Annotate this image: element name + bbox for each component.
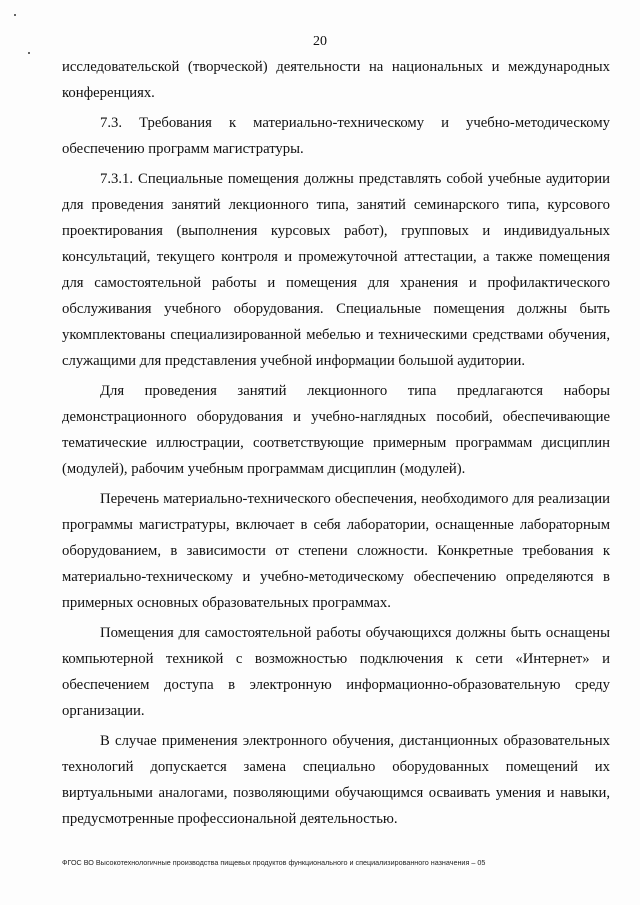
scan-speck <box>14 14 16 16</box>
paragraph-material-list: Перечень материально-технического обеспечения, необходимого для реализации программы магистратуры, включает в себя лаборатории, оснащенные лабораторным оборудованием, в зависимости от степени сложности. Конкретные требования к материально-техническому и учебно-методическому обеспечению определяются в примерных основных образовательных программах. <box>62 491 610 611</box>
page-footer: ФГОС ВО Высокотехнологичные производства пищевых продуктов функционального и специализированного назначения – 05 <box>62 858 486 867</box>
paragraph-self-study-rooms: Помещения для самостоятельной работы обучающихся должны быть оснащены компьютерной техникой с возможностью подключения к сети «Интернет» и обеспечением доступа в электронную информационно-образовательную среду организации. <box>62 625 610 719</box>
paragraph-7-3-1: 7.3.1. Специальные помещения должны представлять собой учебные аудитории для проведения занятий лекционного типа, занятий семинарского типа, курсового проектирования (выполнения курсовых работ), групповых и индивидуальных консультаций, текущего контроля и промежуточной аттестации, а также помещения для самостоятельной работы и помещения для хранения и профилактического обслуживания учебного оборудования. Специальные помещения должны быть укомплектованы специализированной мебелью и техническими средствами обучения, служащими для представления учебной информации большой аудитории. <box>62 171 610 369</box>
paragraph-continuation: исследовательской (творческой) деятельности на национальных и международных конференциях. <box>62 59 610 101</box>
paragraph-lecture-equipment: Для проведения занятий лекционного типа предлагаются наборы демонстрационного оборудования и учебно-наглядных пособий, обеспечивающие тематические иллюстрации, соответствующие примерным программам дисциплин (модулей), рабочим учебным программам дисциплин (модулей). <box>62 383 610 477</box>
section-heading-7-3: 7.3. Требования к материально-техническому и учебно-методическому обеспечению программ магистратуры. <box>62 115 610 157</box>
page-number: 20 <box>313 34 327 49</box>
paragraph-e-learning: В случае применения электронного обучения, дистанционных образовательных технологий допускается замена специально оборудованных помещений их виртуальными аналогами, позволяющими обучающимся осваивать умения и навыки, предусмотренные профессиональной деятельностью. <box>62 733 610 827</box>
scan-speck <box>28 52 30 54</box>
document-body <box>62 54 610 832</box>
